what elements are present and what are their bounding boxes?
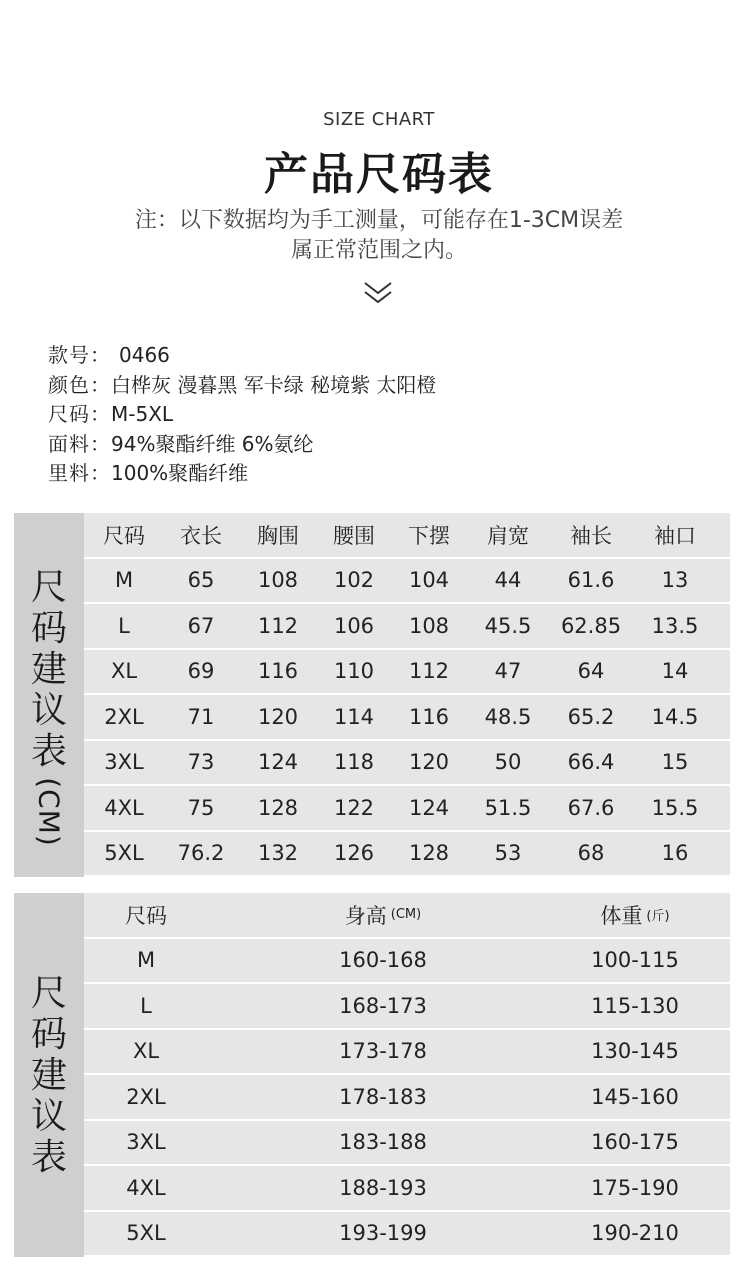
table-cell: 110 — [333, 659, 375, 684]
table-cell: 61.6 — [567, 568, 615, 593]
info-colors — [48, 371, 436, 401]
side-label-char: 表 — [30, 731, 67, 772]
table-cell: 168-173 — [339, 993, 427, 1018]
column-header: 袖口 — [654, 523, 696, 548]
size-measurement-table — [14, 513, 730, 877]
table-cell: 65.2 — [567, 704, 615, 729]
side-label-char: 码 — [30, 1014, 67, 1055]
side-label-unit: (CM) — [32, 777, 66, 847]
table-row — [84, 559, 730, 603]
table-row — [84, 604, 730, 648]
column-header: 腰围 — [333, 523, 375, 548]
table-cell: 160-175 — [591, 1130, 679, 1155]
column-header-label: 身高 — [344, 903, 387, 928]
measurement-note-line-1: 注：以下数据均为手工测量，可能存在1-3CM误差 — [134, 208, 624, 233]
table-cell: 16 — [661, 841, 689, 866]
table-cell: XL — [132, 1039, 160, 1064]
column-header — [66, 893, 226, 937]
table-cell: 3XL — [126, 1130, 166, 1155]
table-cell: 76.2 — [177, 841, 225, 866]
table-cell: 124 — [257, 750, 299, 775]
table-cell: 132 — [257, 841, 299, 866]
info-label: 面料： — [48, 431, 111, 456]
table-cell: 106 — [333, 613, 375, 638]
table-cell: 116 — [257, 659, 299, 684]
table-cell: 64 — [577, 659, 605, 684]
table-cell: 124 — [408, 795, 450, 820]
table-row — [84, 786, 730, 830]
column-header: 胸围 — [257, 523, 299, 548]
table-cell: M — [136, 948, 156, 973]
table-cell: 118 — [333, 750, 375, 775]
column-header: 衣长 — [180, 523, 222, 548]
info-value: 100%聚酯纤维 — [111, 461, 249, 485]
table-cell: 5XL — [126, 1221, 166, 1246]
column-header-label: 体重 — [600, 903, 643, 928]
table-cell: 14 — [661, 659, 689, 684]
table-row — [84, 650, 730, 694]
table-cell: 14.5 — [651, 704, 699, 729]
table-cell: 116 — [408, 704, 450, 729]
table-cell: 45.5 — [484, 613, 532, 638]
info-label: 里料： — [48, 461, 111, 485]
table-cell: L — [140, 993, 152, 1018]
info-style-number — [48, 341, 436, 371]
column-header — [303, 893, 463, 937]
table-cell: 2XL — [104, 704, 144, 729]
column-header-label: 尺码 — [125, 903, 167, 928]
table-cell: 175-190 — [591, 1175, 679, 1200]
table-cell: 108 — [408, 613, 450, 638]
table-cell: 102 — [333, 568, 375, 593]
column-header: 下摆 — [408, 523, 450, 548]
side-label-char: 建 — [30, 649, 67, 690]
side-label-char: 尺 — [30, 567, 67, 608]
table-cell: 15.5 — [651, 795, 699, 820]
side-label-char: 表 — [30, 1137, 67, 1178]
table-cell: 193-199 — [339, 1221, 427, 1246]
table-row — [84, 741, 730, 785]
table-row — [84, 984, 730, 1028]
table-cell: 75 — [187, 795, 215, 820]
table-cell: 48.5 — [484, 704, 532, 729]
table-cell: 73 — [187, 750, 215, 775]
table-cell: 128 — [408, 841, 450, 866]
column-header-unit: (CM) — [390, 907, 422, 923]
size-chart-eyebrow: SIZE CHART — [323, 109, 435, 130]
table-cell: 13 — [661, 568, 689, 593]
table-cell: 120 — [408, 750, 450, 775]
table-cell: 3XL — [104, 750, 144, 775]
table-cell: 104 — [408, 568, 450, 593]
table-row — [84, 1121, 730, 1165]
side-label-char: 尺 — [30, 973, 67, 1014]
side-label-char: 建 — [30, 1055, 67, 1096]
table-row — [84, 1212, 730, 1256]
table-row — [84, 939, 730, 983]
table-cell: 47 — [494, 659, 522, 684]
double-chevron-down-icon — [363, 280, 393, 306]
table-cell: 160-168 — [339, 948, 427, 973]
table-cell: 4XL — [104, 795, 144, 820]
table-cell: 50 — [494, 750, 522, 775]
table-cell: 122 — [333, 795, 375, 820]
table-cell: 112 — [408, 659, 450, 684]
info-lining — [48, 459, 436, 489]
table-cell: 53 — [494, 841, 522, 866]
table-row — [84, 832, 730, 876]
info-value: M-5XL — [111, 402, 174, 426]
info-value: 0466 — [119, 343, 170, 367]
table-cell: 178-183 — [339, 1084, 427, 1109]
table-cell: 71 — [187, 704, 215, 729]
table-row — [84, 695, 730, 739]
table-cell: 67.6 — [567, 795, 615, 820]
table-cell: 44 — [494, 568, 522, 593]
table-cell: 62.85 — [560, 613, 622, 638]
column-header — [555, 893, 715, 937]
table-cell: 112 — [257, 613, 299, 638]
side-label-char: 码 — [30, 608, 67, 649]
info-value: 94%聚酯纤维 6%氨纶 — [111, 431, 314, 456]
product-info — [48, 341, 436, 489]
table-cell: 188-193 — [339, 1175, 427, 1200]
table-row — [84, 1166, 730, 1210]
info-label: 尺码： — [48, 402, 111, 426]
table-cell: 68 — [577, 841, 605, 866]
table-cell: 120 — [257, 704, 299, 729]
table-cell: 145-160 — [591, 1084, 679, 1109]
table-cell: 114 — [333, 704, 375, 729]
column-header: 肩宽 — [487, 523, 529, 548]
side-label-char: 议 — [30, 690, 67, 731]
table-cell: 183-188 — [339, 1130, 427, 1155]
column-header: 袖长 — [570, 523, 612, 548]
table-cell: 115-130 — [591, 993, 679, 1018]
table-cell: 66.4 — [567, 750, 615, 775]
table-cell: 126 — [333, 841, 375, 866]
table-cell: 173-178 — [339, 1039, 427, 1064]
side-label-char: 议 — [30, 1096, 67, 1137]
table-cell: 100-115 — [591, 948, 679, 973]
size-table-side-label — [14, 513, 84, 877]
column-header-unit: (斤) — [646, 909, 670, 925]
page-title: 产品尺码表 — [264, 149, 494, 200]
size-recommendation-table — [14, 893, 730, 1257]
table-cell: 69 — [187, 659, 215, 684]
size-table-header-row — [84, 513, 730, 557]
table-cell: 4XL — [126, 1175, 166, 1200]
table-cell: 190-210 — [591, 1221, 679, 1246]
table-cell: 2XL — [126, 1084, 166, 1109]
table-cell: L — [118, 613, 130, 638]
table-cell: 51.5 — [484, 795, 532, 820]
table-cell: 5XL — [104, 841, 144, 866]
measurement-note-line-2: 属正常范围之内。 — [290, 238, 467, 263]
table-cell: XL — [110, 659, 138, 684]
info-sizes — [48, 400, 436, 430]
column-header: 尺码 — [103, 523, 145, 548]
info-fabric — [48, 430, 436, 460]
info-value: 白桦灰 漫暮黑 军卡绿 秘境紫 太阳橙 — [111, 372, 437, 397]
table-cell: M — [114, 568, 134, 593]
table-cell: 108 — [257, 568, 299, 593]
info-label: 款号： — [48, 343, 111, 367]
table-cell: 130-145 — [591, 1039, 679, 1064]
table-cell: 128 — [257, 795, 299, 820]
info-label: 颜色： — [48, 372, 111, 397]
table-cell: 15 — [661, 750, 689, 775]
table-cell: 67 — [187, 613, 215, 638]
table-cell: 13.5 — [651, 613, 699, 638]
table-cell: 65 — [187, 568, 215, 593]
table-row — [84, 1030, 730, 1074]
recommend-table-header-row — [84, 893, 730, 937]
table-row — [84, 1075, 730, 1119]
